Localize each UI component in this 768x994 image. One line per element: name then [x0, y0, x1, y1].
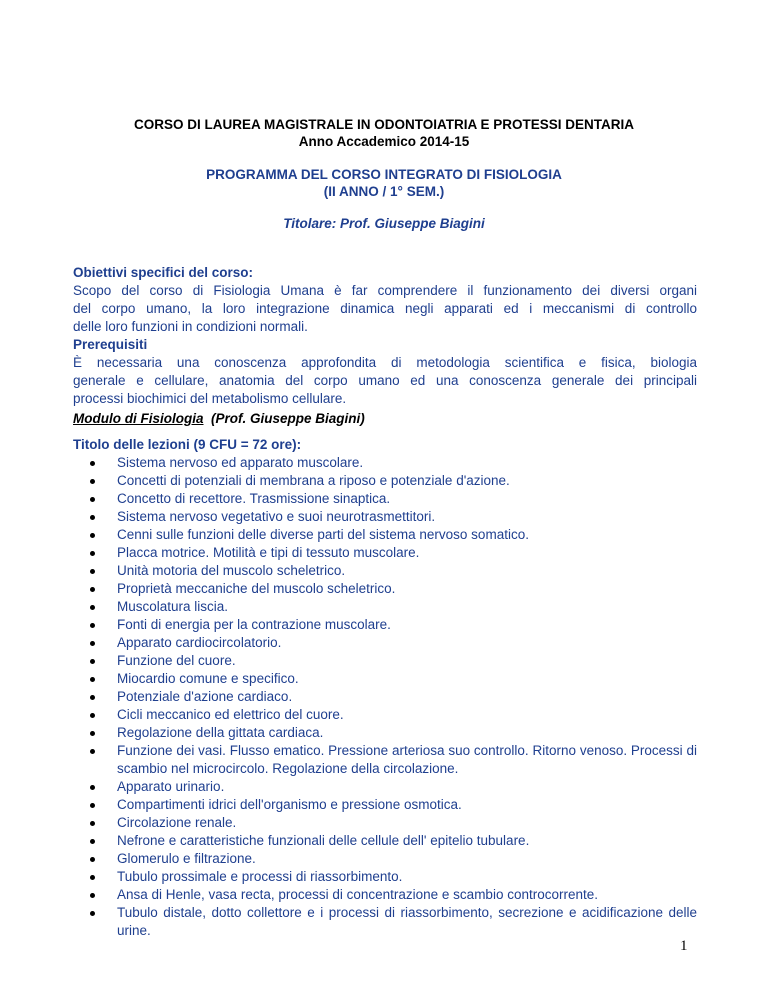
- lesson-item: [73, 454, 697, 472]
- objectives-line: Scopo del corso di Fisiologia Umana è far comprendere il funzionamento dei diversi organi: [73, 283, 697, 298]
- lesson-item: [73, 472, 697, 490]
- bullet-icon: [90, 731, 95, 736]
- bullet-icon: [90, 839, 95, 844]
- bullet-icon: [90, 551, 95, 556]
- bullet-icon: [90, 911, 95, 916]
- bullet-icon: [90, 497, 95, 502]
- lesson-item: [73, 652, 697, 670]
- lesson-text: Apparato cardiocircolatorio.: [117, 635, 282, 650]
- bullet-icon: [90, 461, 95, 466]
- lesson-text: Miocardio comune e specifico.: [117, 671, 299, 686]
- lesson-item: [73, 706, 697, 724]
- lesson-text: Concetto di recettore. Trasmissione sinaptica.: [117, 491, 391, 506]
- bullet-icon: [90, 515, 95, 520]
- academic-year: Anno Accademico 2014-15: [298, 134, 470, 149]
- lesson-text: Regolazione della gittata cardiaca.: [117, 725, 324, 740]
- bullet-icon: [90, 605, 95, 610]
- lesson-item: [73, 832, 697, 850]
- prerequisites-line: processi biochimici del metabolismo cellulare.: [73, 391, 347, 406]
- course-header: [0, 116, 768, 150]
- lesson-item: [73, 796, 697, 814]
- bullet-icon: [90, 677, 95, 682]
- bullet-icon: [90, 749, 95, 754]
- lesson-item: [73, 508, 697, 526]
- bullet-icon: [90, 533, 95, 538]
- bullet-icon: [90, 821, 95, 826]
- objectives-heading: Obiettivi specifici del corso:: [73, 265, 254, 280]
- module-teacher: (Prof. Giuseppe Biagini): [211, 411, 365, 426]
- bullet-icon: [90, 569, 95, 574]
- lesson-item: [73, 580, 697, 598]
- lesson-text: Cenni sulle funzioni delle diverse parti del sistema nervoso somatico.: [117, 527, 529, 542]
- lesson-text: Sistema nervoso vegetativo e suoi neurotrasmettitori.: [117, 509, 436, 524]
- lesson-text: Cicli meccanico ed elettrico del cuore.: [117, 707, 344, 722]
- lessons-heading: Titolo delle lezioni (9 CFU = 72 ore):: [73, 437, 302, 452]
- lesson-text: Glomerulo e filtrazione.: [117, 851, 256, 866]
- page-number: 1: [680, 938, 688, 954]
- lesson-text: Placca motrice. Motilità e tipi di tessuto muscolare.: [117, 545, 420, 560]
- lesson-item: [73, 886, 697, 904]
- module-title: Modulo di Fisiologia: [73, 411, 204, 426]
- lesson-item: [73, 616, 697, 634]
- bullet-icon: [90, 893, 95, 898]
- course-title: CORSO DI LAUREA MAGISTRALE IN ODONTOIATRIA E PROTESSI DENTARIA: [133, 117, 634, 132]
- lesson-text: Tubulo prossimale e processi di riassorbimento.: [117, 869, 403, 884]
- lesson-item: [73, 544, 697, 562]
- lesson-text: Muscolatura liscia.: [117, 599, 229, 614]
- bullet-icon: [90, 623, 95, 628]
- bullet-icon: [90, 695, 95, 700]
- bullet-icon: [90, 857, 95, 862]
- lesson-item: [73, 868, 697, 886]
- lesson-text: Proprietà meccaniche del muscolo scheletrico.: [117, 581, 396, 596]
- lesson-text: Funzione dei vasi. Flusso ematico. Pressione arteriosa suo controllo. Ritorno venoso. Processi di scambio nel microcircolo. Regolazione della circolazione.: [117, 743, 697, 776]
- bullet-icon: [90, 875, 95, 880]
- lesson-item: [73, 490, 697, 508]
- prerequisites-line: È necessaria una conoscenza approfondita di metodologia scientifica e fisica, biologia: [73, 355, 697, 370]
- lesson-item: [73, 814, 697, 832]
- objectives-line: del corpo umano, la loro integrazione dinamica negli apparati ed i meccanismi di controllo: [73, 301, 697, 316]
- lesson-item: [73, 562, 697, 580]
- lesson-item: [73, 688, 697, 706]
- lesson-text: Circolazione renale.: [117, 815, 237, 830]
- lesson-item: [73, 778, 697, 796]
- course-holder: Titolare: Prof. Giuseppe Biagini: [283, 216, 485, 231]
- lesson-item: [73, 724, 697, 742]
- lesson-text: Funzione del cuore.: [117, 653, 236, 668]
- prerequisites-line: generale e cellulare, anatomia del corpo umano ed una conoscenza generale dei principali: [73, 373, 697, 388]
- objectives-line: delle loro funzioni in condizioni normali.: [73, 319, 308, 334]
- program-title: PROGRAMMA DEL CORSO INTEGRATO DI FISIOLOGIA: [206, 167, 562, 182]
- lesson-text: Unità motoria del muscolo scheletrico.: [117, 563, 346, 578]
- bullet-icon: [90, 641, 95, 646]
- lesson-text: Potenziale d'azione cardiaco.: [117, 689, 293, 704]
- objectives-text: [73, 282, 697, 336]
- bullet-icon: [90, 785, 95, 790]
- lesson-text: Compartimenti idrici dell'organismo e pressione osmotica.: [117, 797, 462, 812]
- lesson-item: [73, 634, 697, 652]
- lesson-text: Sistema nervoso ed apparato muscolare.: [117, 455, 364, 470]
- bullet-icon: [90, 713, 95, 718]
- bullet-icon: [90, 479, 95, 484]
- module-heading: [73, 410, 697, 428]
- lesson-text: Concetti di potenziali di membrana a riposo e potenziale d'azione.: [117, 473, 510, 488]
- lesson-item: [73, 526, 697, 544]
- bullet-icon: [90, 803, 95, 808]
- bullet-icon: [90, 587, 95, 592]
- prerequisites-text: [73, 354, 697, 408]
- lessons-list: [73, 454, 697, 940]
- lesson-item: [73, 742, 697, 778]
- bullet-icon: [90, 659, 95, 664]
- program-semester: (II ANNO / 1° SEM.): [323, 184, 445, 199]
- lesson-item: [73, 850, 697, 868]
- prerequisites-heading: Prerequisiti: [73, 337, 148, 352]
- program-header: [0, 166, 768, 200]
- lesson-item: [73, 670, 697, 688]
- lesson-text: Nefrone e caratteristiche funzionali delle cellule dell' epitelio tubulare.: [117, 833, 530, 848]
- lesson-text: Apparato urinario.: [117, 779, 225, 794]
- lesson-item: [73, 904, 697, 940]
- lesson-item: [73, 598, 697, 616]
- lesson-text: Tubulo distale, dotto collettore e i processi di riassorbimento, secrezione e acidificazione delle urine.: [117, 905, 697, 938]
- lesson-text: Ansa di Henle, vasa recta, processi di concentrazione e scambio controcorrente.: [117, 887, 598, 902]
- lesson-text: Fonti di energia per la contrazione muscolare.: [117, 617, 391, 632]
